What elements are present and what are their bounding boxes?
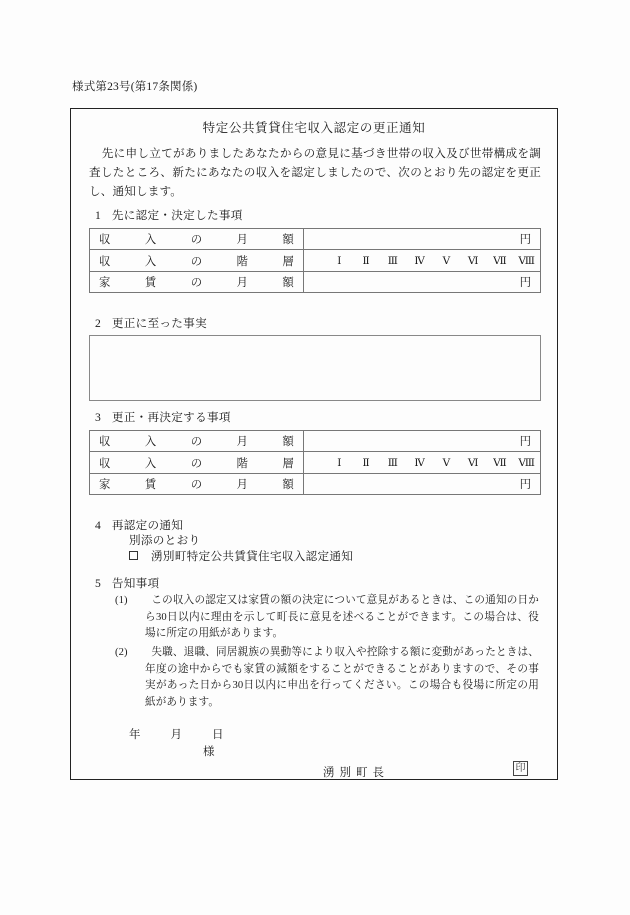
section-1-heading [95, 207, 243, 223]
label-char: 入 [144, 255, 157, 268]
notice-line: から30日以内に理由を示して町長に意見を述べることができます。この場合は、 [145, 595, 539, 623]
label-char: 額 [282, 436, 294, 448]
row-label-rent-monthly [90, 272, 304, 293]
intro-line-3: 通知します。 [112, 184, 183, 198]
issuer-name: 湧別町長 [323, 767, 389, 779]
section-1-title: 先に認定・決定した事項 [111, 209, 243, 222]
section-1-number: 1 [95, 209, 102, 222]
notice-body-1 [115, 593, 539, 643]
row-value-income-tier-revised[interactable] [304, 452, 541, 474]
tier-option-1[interactable]: Ⅰ [337, 255, 342, 267]
table-row [90, 452, 541, 474]
day-label: 日 [212, 729, 224, 741]
section-3-number: 3 [95, 411, 102, 424]
notice-marker-2: (2) [115, 647, 128, 658]
tier-option-6[interactable]: Ⅵ [467, 457, 479, 469]
document-frame [70, 108, 558, 780]
intro-paragraph [89, 145, 541, 201]
row-value-income-monthly[interactable]: 円 [304, 229, 541, 250]
notice-line: 役場に所定の用紙があります。 [145, 611, 539, 640]
label-char: 入 [144, 436, 157, 448]
section-3-table [89, 430, 541, 495]
section-2-number: 2 [95, 317, 102, 330]
notice-item-2 [115, 645, 539, 712]
row-value-rent-monthly[interactable]: 円 [304, 272, 541, 293]
label-char: 賃 [144, 277, 157, 289]
label-char: 家 [99, 479, 111, 491]
label-char: 月 [236, 234, 249, 246]
label-char: 家 [99, 277, 111, 289]
row-label-income-monthly-revised [90, 431, 304, 452]
row-value-income-tier[interactable] [304, 250, 541, 272]
label-char: 収 [99, 234, 111, 246]
tier-option-4[interactable]: Ⅳ [414, 457, 425, 469]
tier-option-2[interactable]: Ⅱ [362, 255, 370, 267]
tier-option-3[interactable]: Ⅲ [387, 255, 398, 267]
tier-option-8[interactable]: Ⅷ [518, 457, 535, 469]
document-inner [71, 109, 557, 779]
table-row [90, 250, 541, 272]
year-label: 年 [129, 729, 141, 741]
label-char: 階 [236, 255, 249, 268]
label-char: の [190, 479, 203, 491]
notice-line: の用紙があります。 [145, 680, 539, 709]
label-char: 階 [236, 457, 249, 470]
label-char: の [190, 234, 203, 246]
row-value-rent-monthly-revised[interactable]: 円 [304, 474, 541, 495]
section-5-number: 5 [95, 577, 102, 590]
table-row [90, 229, 541, 250]
date-line[interactable] [129, 726, 224, 742]
section-4-number: 4 [95, 519, 102, 532]
label-char: の [190, 255, 203, 268]
intro-line-1: 先に申し立てがありましたあなたからの意見に基づき世帯の収入及び世帯構成を調査 [89, 147, 541, 179]
form-number: 様式第23号(第17条関係) [72, 81, 198, 93]
checkbox-icon[interactable] [129, 551, 138, 560]
label-char: 入 [144, 457, 157, 470]
section-3-title: 更正・再決定する事項 [111, 411, 231, 424]
row-label-income-monthly [90, 229, 304, 250]
section-4-title: 再認定の通知 [111, 519, 184, 532]
tier-option-4[interactable]: Ⅳ [414, 255, 425, 267]
table-row [90, 431, 541, 452]
section-4-heading [95, 517, 183, 533]
label-char: 収 [99, 457, 111, 470]
notice-line: は、年度の途中からでも家賃の減額をすることができることがありますので、そ [145, 647, 539, 675]
label-char: 収 [99, 255, 111, 268]
section-2-title: 更正に至った事実 [111, 317, 207, 330]
tier-option-5[interactable]: Ⅴ [442, 457, 451, 469]
row-value-income-monthly-revised[interactable]: 円 [304, 431, 541, 452]
tier-option-7[interactable]: Ⅶ [493, 255, 507, 267]
label-char: の [190, 457, 203, 470]
section-2-textbox[interactable] [89, 335, 541, 401]
notice-line: この収入の認定又は家賃の額の決定について意見があるときは、この通知の日 [151, 595, 529, 606]
tier-option-7[interactable]: Ⅶ [493, 457, 507, 469]
notice-line: 失職、退職、同居親族の異動等により収入や控除する額に変動があったとき [151, 647, 518, 658]
label-char: 収 [99, 436, 111, 448]
label-char: 月 [236, 277, 249, 289]
label-char: 月 [236, 479, 249, 491]
section-5-title: 告知事項 [111, 577, 160, 590]
tier-option-2[interactable]: Ⅱ [362, 457, 370, 469]
notice-item-1 [115, 593, 539, 643]
label-char: の [190, 436, 203, 448]
label-char: 月 [236, 436, 249, 448]
row-label-income-tier [90, 250, 304, 272]
table-row [90, 272, 541, 293]
row-label-rent-monthly-revised [90, 474, 304, 495]
tier-option-8[interactable]: Ⅷ [518, 255, 535, 267]
notice-marker-1: (1) [115, 595, 128, 606]
section-5-heading [95, 575, 159, 591]
label-char: 層 [282, 255, 294, 268]
addressee-honorific: 様 [203, 746, 215, 758]
tier-option-3[interactable]: Ⅲ [387, 457, 398, 469]
label-char: 層 [282, 457, 294, 470]
label-char: 入 [144, 234, 157, 246]
label-char: 額 [282, 277, 294, 289]
section-4-subline: 別添のとおり [129, 534, 201, 547]
row-label-income-tier-revised [90, 452, 304, 474]
label-char: 賃 [144, 479, 157, 491]
notice-body-2 [115, 645, 539, 712]
table-row [90, 474, 541, 495]
section-2-heading [95, 315, 207, 331]
tier-option-5[interactable]: Ⅴ [442, 255, 451, 267]
label-char: 額 [282, 479, 294, 491]
tier-option-6[interactable]: Ⅵ [467, 255, 479, 267]
section-4-checkbox-row[interactable] [129, 548, 353, 564]
intro-line-2: したところ、新たにあなたの収入を認定しましたので、次のとおり先の認定を更正し、 [89, 165, 541, 198]
section-4-checkbox-label: 湧別町特定公共賃貸住宅収入認定通知 [151, 550, 354, 563]
tier-option-1[interactable]: Ⅰ [337, 457, 342, 469]
section-3-heading [95, 409, 231, 425]
label-char: の [190, 277, 203, 289]
section-1-table [89, 228, 541, 293]
month-label: 月 [170, 729, 182, 741]
label-char: 額 [282, 234, 294, 246]
document-title: 特定公共賃貸住宅収入認定の更正通知 [202, 121, 426, 135]
seal-icon: 印 [513, 761, 528, 776]
notice-line: の事実があった日から30日以内に申出を行ってください。この場合も役場に所定 [145, 663, 539, 692]
